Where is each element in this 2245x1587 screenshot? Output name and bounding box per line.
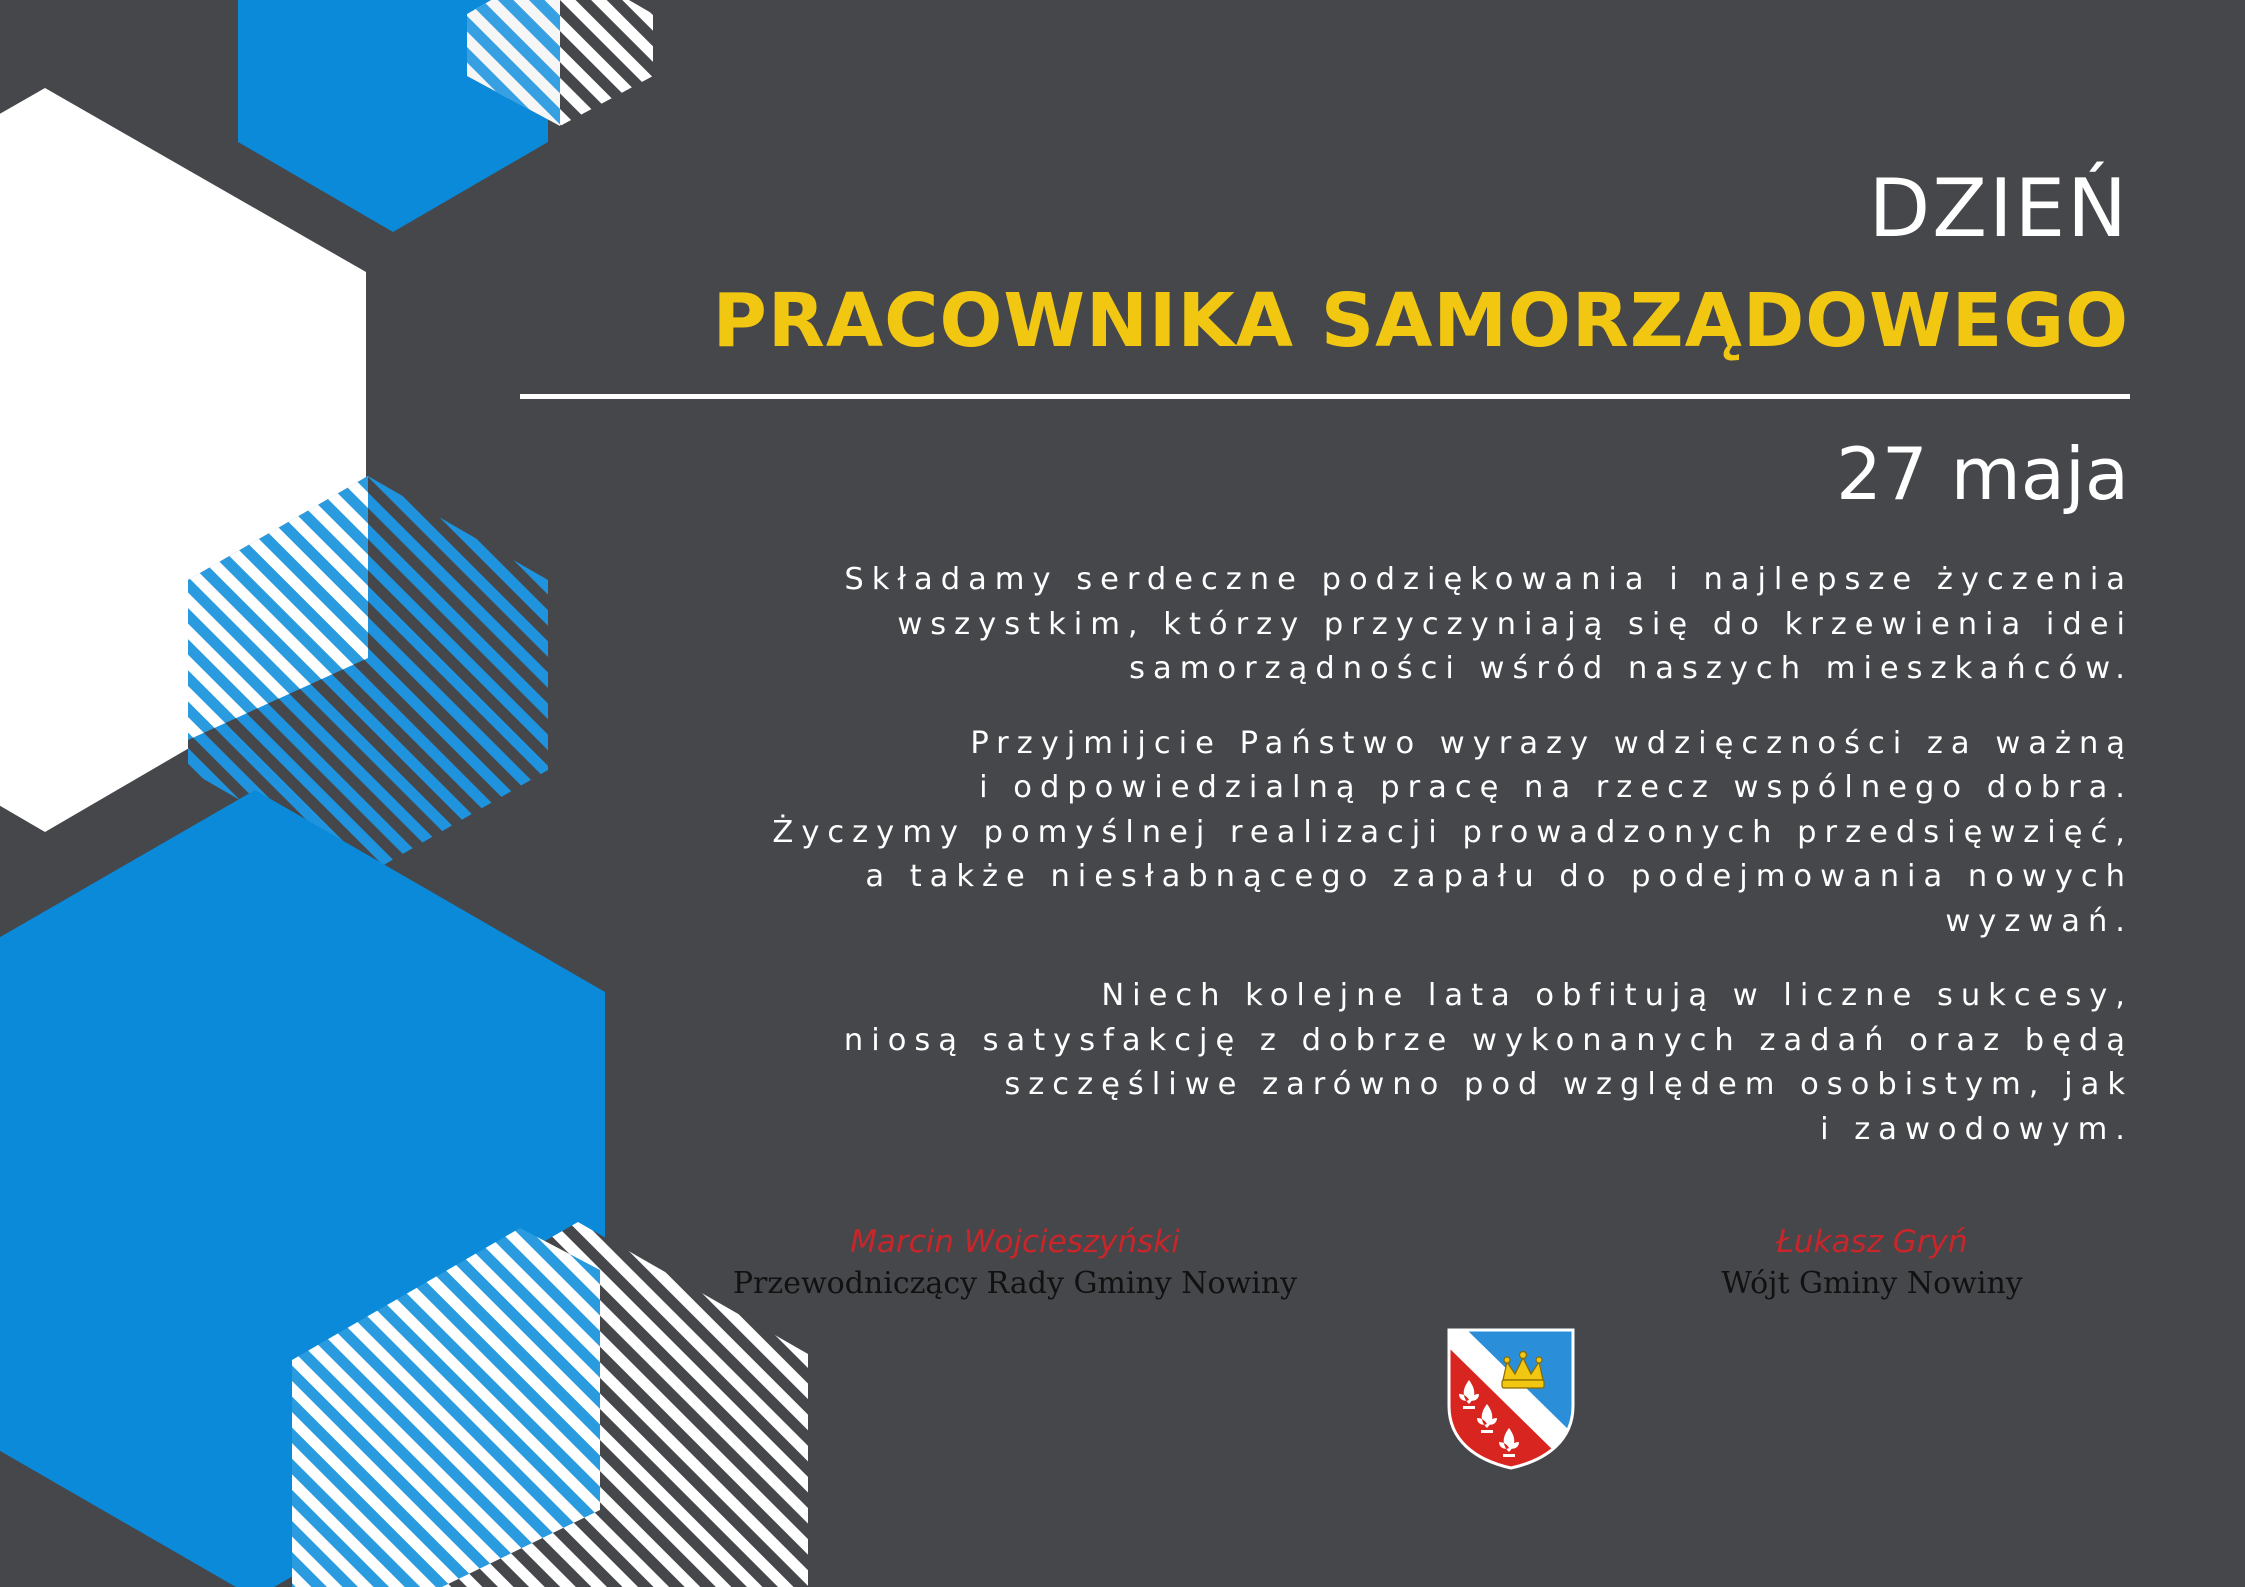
signature-name: Łukasz Gryń bbox=[1776, 1224, 1968, 1260]
text-line: Przyjmijcie Państwo wyrazy wdzięczności za ważną bbox=[970, 725, 2133, 761]
text-line: samorządności wśród naszych mieszkańców. bbox=[1129, 651, 2133, 686]
text-line: i zawodowym. bbox=[1820, 1111, 2133, 1147]
paragraph-wishes bbox=[633, 974, 2133, 1152]
signature-role: Przewodniczący Rady Gminy Nowiny bbox=[732, 1266, 1298, 1301]
title-day: DZIEŃ bbox=[1868, 162, 2129, 255]
signature-role: Wójt Gminy Nowiny bbox=[1721, 1266, 2023, 1301]
text-line: szczęśliwe zarówno pod względem osobistym, jak bbox=[1004, 1067, 2133, 1102]
text-line: Życzymy pomyślnej realizacji prowadzonych przedsięwzięć, bbox=[772, 814, 2133, 850]
title-occupation: PRACOWNIKA SAMORZĄDOWEGO bbox=[712, 278, 2129, 364]
signature-name: Marcin Wojcieszyński bbox=[850, 1224, 1180, 1260]
text-line: Składamy serdeczne podziękowania i najlepsze życzenia bbox=[844, 562, 2133, 597]
text-line: a także niesłabnącego zapału do podejmowania nowych bbox=[865, 859, 2133, 894]
paragraph-thanks bbox=[633, 558, 2133, 692]
signature-council-chair bbox=[733, 1222, 1297, 1306]
greeting-text bbox=[633, 558, 2133, 1182]
title-divider bbox=[520, 394, 2130, 399]
coat-of-arms-icon bbox=[1447, 1328, 1575, 1470]
text-line: wyzwań. bbox=[1945, 903, 2133, 939]
text-line: Niech kolejne lata obfitują w liczne sukcesy, bbox=[1101, 978, 2133, 1013]
text-line: niosą satysfakcję z dobrze wykonanych zadań oraz będą bbox=[843, 1022, 2133, 1058]
text-line: i odpowiedzialną pracę na rzecz wspólnego dobra. bbox=[979, 770, 2133, 805]
paragraph-gratitude bbox=[633, 722, 2133, 945]
text-line: wszystkim, którzy przyczyniają się do krzewienia idei bbox=[897, 606, 2133, 642]
signature-mayor bbox=[1721, 1222, 2022, 1306]
date-label: 27 maja bbox=[1836, 432, 2129, 516]
